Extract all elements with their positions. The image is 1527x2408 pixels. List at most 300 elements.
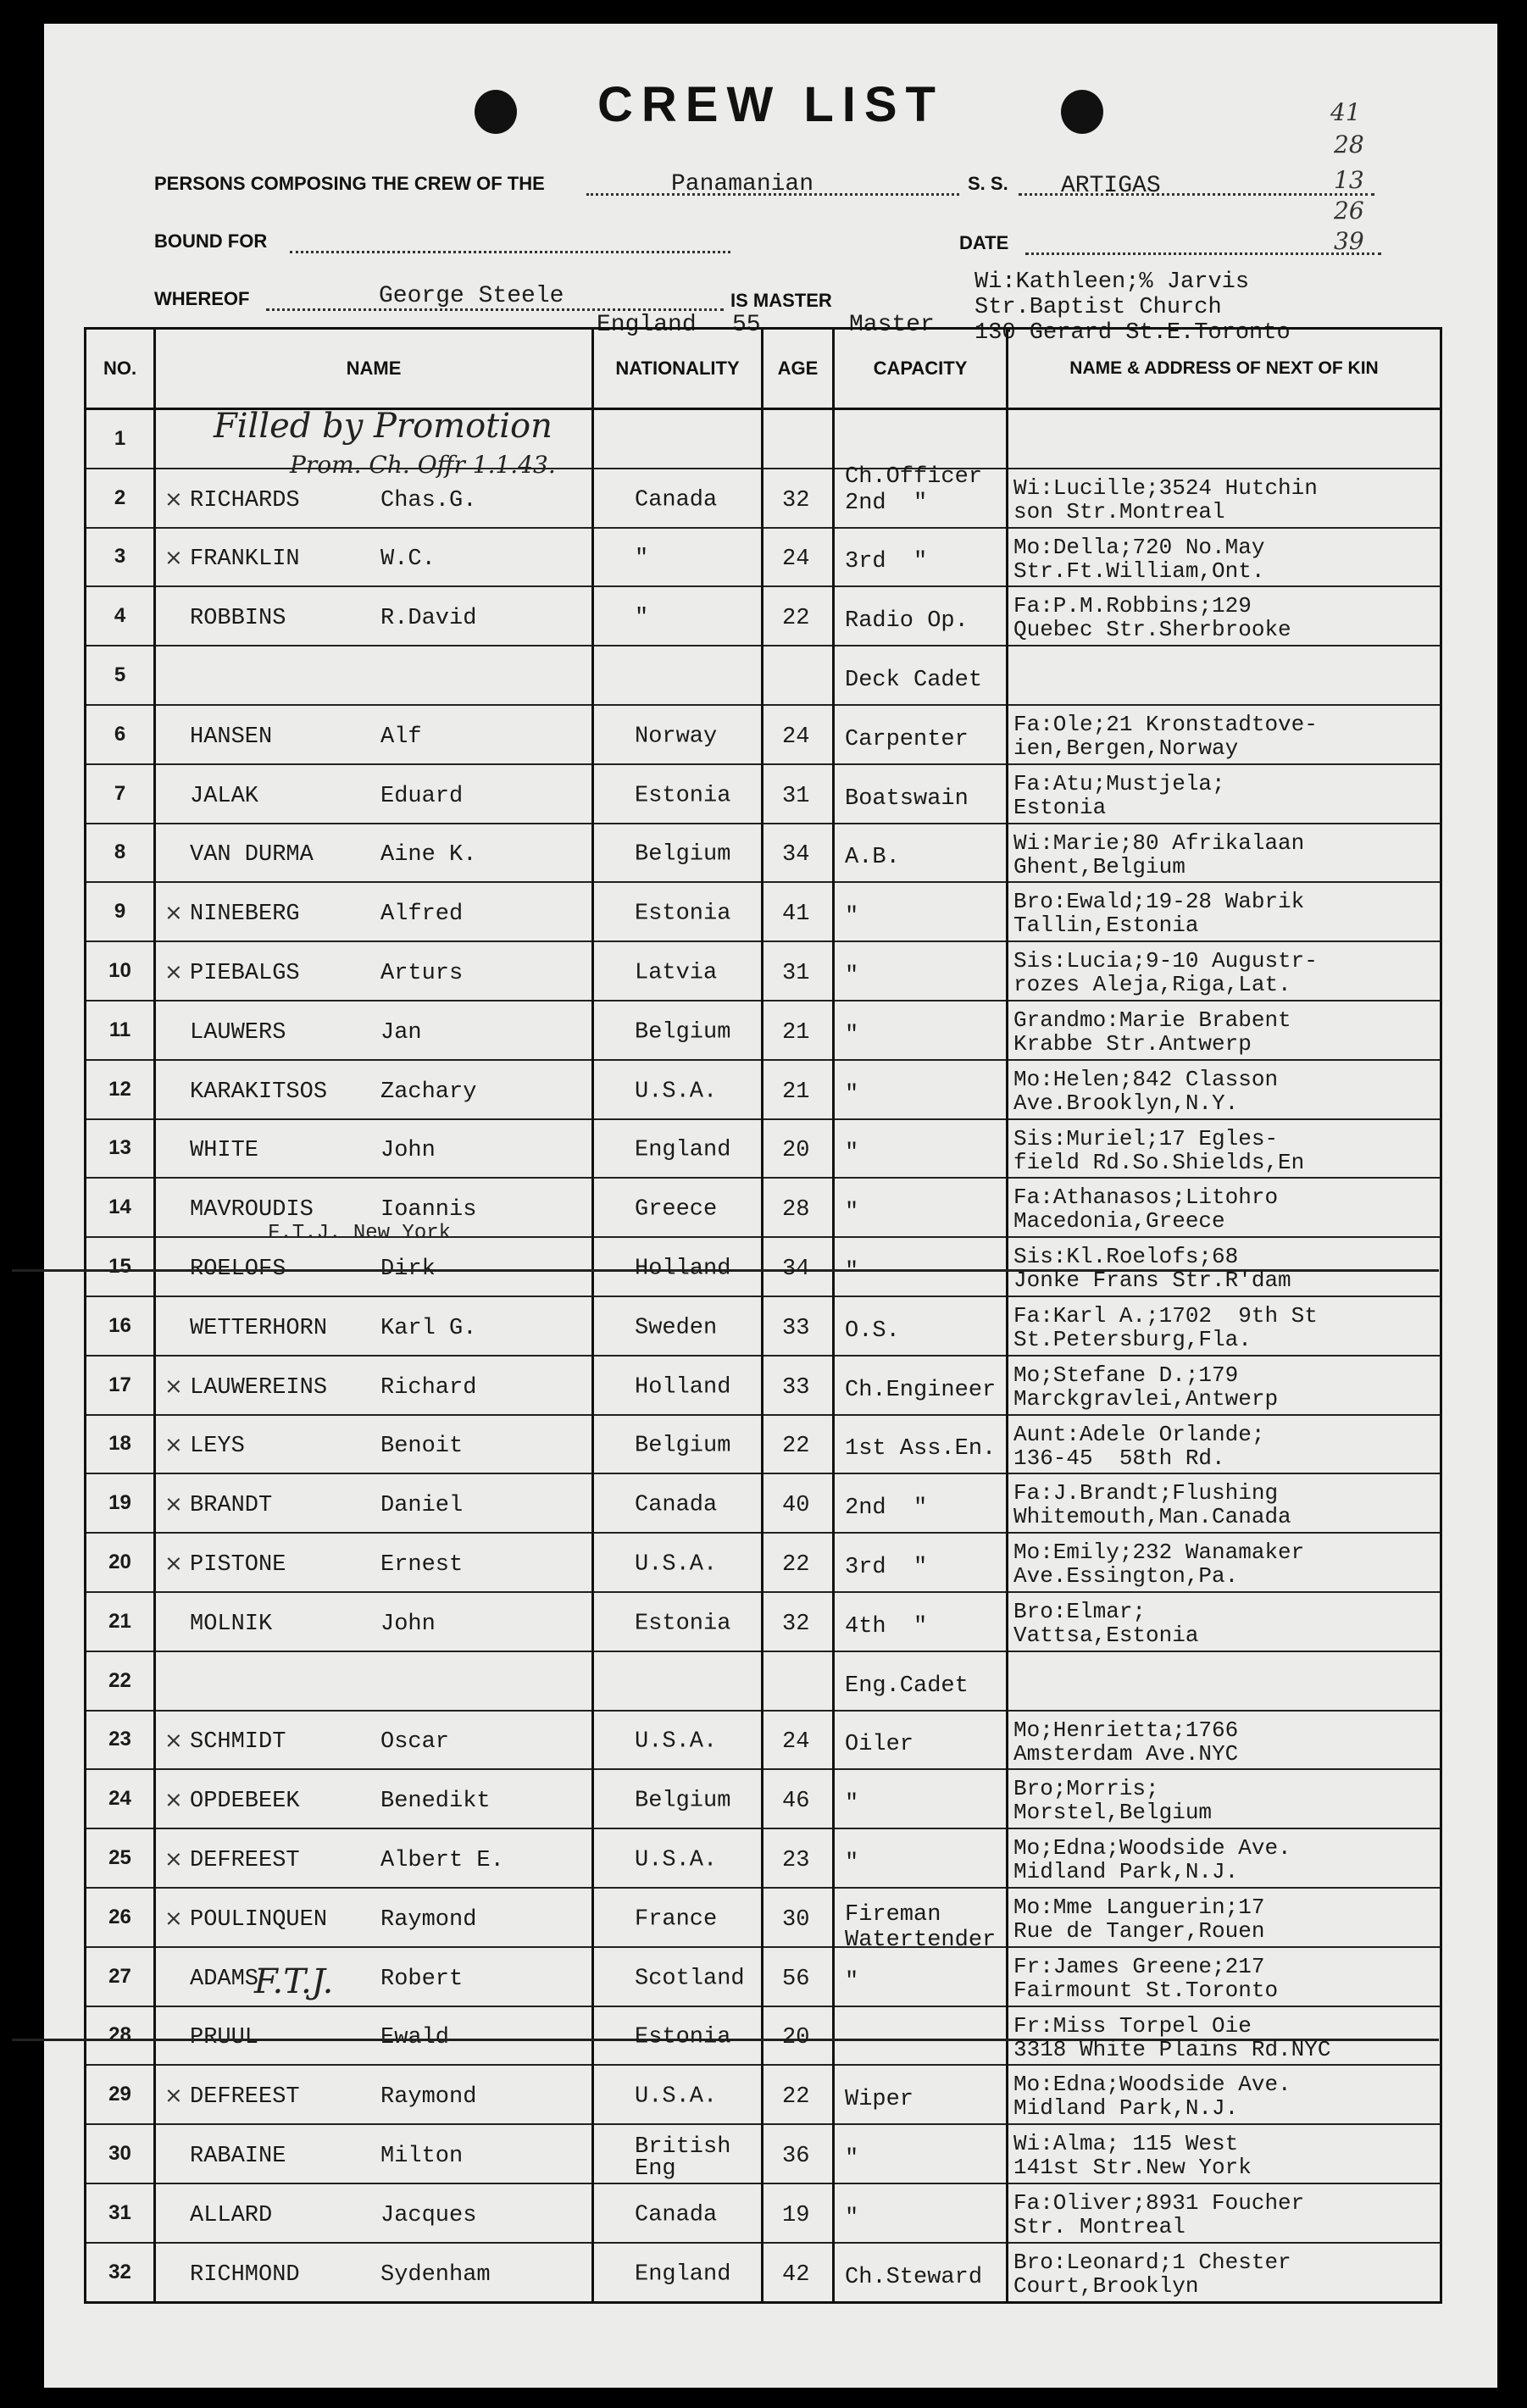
age-cell xyxy=(763,1711,834,1770)
row-number: 4 xyxy=(86,586,155,646)
row-number: 16 xyxy=(86,1296,155,1356)
crew-age: 40 xyxy=(782,1493,810,1519)
age-cell xyxy=(763,2243,834,2302)
crew-name-cell xyxy=(155,2065,593,2124)
crew-surname: POULINQUEN xyxy=(190,1906,328,1933)
crew-name-cell xyxy=(155,2006,593,2066)
crew-capacity: " xyxy=(845,963,859,990)
age-cell xyxy=(763,1473,834,1533)
crew-next-of-kin: Wi:Marie;80 Afrikalaan Ghent,Belgium xyxy=(1013,829,1305,879)
age-cell xyxy=(763,2065,834,2124)
nationality-cell xyxy=(593,409,763,469)
row-number: 28 xyxy=(86,2006,155,2066)
crew-name-cell xyxy=(155,1651,593,1711)
table-row xyxy=(86,2243,1441,2302)
check-mark: × xyxy=(164,545,183,571)
crew-age: 32 xyxy=(782,1611,810,1637)
crew-surname: OPDEBEEK xyxy=(190,1789,300,1815)
crew-age: 28 xyxy=(782,1197,810,1223)
crew-nationality: Estonia xyxy=(635,783,731,809)
nationality-cell xyxy=(593,1828,763,1888)
table-row xyxy=(86,1769,1441,1828)
crew-next-of-kin: Bro;Morris; Morstel,Belgium xyxy=(1013,1776,1213,1826)
crew-surname: ALLARD xyxy=(190,2202,273,2228)
master-next-of-kin: Wi:Kathleen;% Jarvis Str.Baptist Church 130 Gerard St.E.Toronto xyxy=(975,269,1291,346)
ship-nationality: Panamanian xyxy=(671,171,814,197)
crew-capacity: " xyxy=(845,1968,859,1995)
crew-next-of-kin: Bro:Elmar; Vattsa,Estonia xyxy=(1013,1598,1199,1648)
crew-nationality: Canada xyxy=(635,2202,718,2228)
crew-surname: RABAINE xyxy=(190,2144,286,2169)
margin-number: 39 xyxy=(1334,227,1364,255)
next-of-kin-cell xyxy=(1008,1001,1441,1060)
check-mark: × xyxy=(164,1373,183,1400)
crew-name-cell xyxy=(155,705,593,764)
age-cell xyxy=(763,824,834,883)
row-number: 17 xyxy=(86,1356,155,1415)
crew-capacity: Wiper xyxy=(845,2087,914,2113)
crew-nationality: Estonia xyxy=(635,1611,731,1637)
age-cell xyxy=(763,1296,834,1356)
crew-given-name: Oscar xyxy=(380,1729,450,1756)
row-number: 9 xyxy=(86,882,155,941)
age-cell xyxy=(763,646,834,705)
next-of-kin-cell xyxy=(1008,469,1441,528)
capacity-cell xyxy=(834,705,1008,764)
next-of-kin-cell xyxy=(1008,1592,1441,1651)
master-nationality: England xyxy=(597,312,697,338)
row-number: 18 xyxy=(86,1415,155,1474)
nationality-cell xyxy=(593,1533,763,1592)
crew-capacity: " xyxy=(845,1140,859,1167)
crew-next-of-kin: Mo:Emily;232 Wanamaker Ave.Essington,Pa. xyxy=(1013,1540,1305,1590)
crew-age: 32 xyxy=(782,487,810,513)
crew-surname: WHITE xyxy=(190,1138,259,1164)
crew-age: 20 xyxy=(782,1138,810,1164)
crew-capacity: A.B. xyxy=(845,845,900,871)
crew-capacity: Deck Cadet xyxy=(845,668,983,694)
nationality-cell xyxy=(593,1178,763,1237)
capacity-cell xyxy=(834,1001,1008,1060)
crew-capacity: Ch.Engineer xyxy=(845,1377,997,1403)
crew-given-name: Robert xyxy=(380,1966,464,1992)
crew-capacity: 4th " xyxy=(845,1613,928,1640)
row-number: 10 xyxy=(86,941,155,1001)
crew-nationality: Belgium xyxy=(635,842,731,868)
crew-nationality: U.S.A. xyxy=(635,1729,718,1756)
crew-next-of-kin: Mo:Della;720 No.May Str.Ft.William,Ont. xyxy=(1013,534,1265,584)
check-mark: × xyxy=(164,1846,183,1873)
table-row xyxy=(86,1592,1441,1651)
crew-nationality: Latvia xyxy=(635,960,718,986)
crew-name-cell xyxy=(155,882,593,941)
capacity-cell xyxy=(834,1888,1008,1953)
age-cell xyxy=(763,1828,834,1888)
next-of-kin-cell xyxy=(1008,1296,1441,1356)
next-of-kin-cell xyxy=(1008,1711,1441,1770)
age-cell xyxy=(763,1947,834,2006)
crew-next-of-kin: Mo:Mme Languerin;17 Rue de Tanger,Rouen xyxy=(1013,1894,1265,1944)
crew-name-cell xyxy=(155,2243,593,2302)
annotation-filled-by-promotion: Filled by Promotion xyxy=(214,407,552,446)
crew-given-name: Karl G. xyxy=(380,1315,477,1341)
crew-given-name: Sydenham xyxy=(380,2261,491,2288)
nationality-cell xyxy=(593,2006,763,2066)
crew-next-of-kin: Bro:Ewald;19-28 Wabrik Tallin,Estonia xyxy=(1013,889,1305,939)
crew-given-name: Aine K. xyxy=(380,842,477,868)
row-number: 14 xyxy=(86,1178,155,1237)
crew-name-cell xyxy=(155,2183,593,2243)
next-of-kin-cell xyxy=(1008,1651,1441,1711)
row-number: 20 xyxy=(86,1533,155,1592)
next-of-kin-cell xyxy=(1008,1828,1441,1888)
nationality-cell xyxy=(593,469,763,528)
crew-nationality: Belgium xyxy=(635,1434,731,1460)
crew-surname: ROBBINS xyxy=(190,606,286,632)
crew-name-cell xyxy=(155,1119,593,1179)
master-name: George Steele xyxy=(379,283,564,309)
crew-given-name: Alf xyxy=(380,724,422,750)
table-header-row xyxy=(86,329,1441,409)
crew-surname: JALAK xyxy=(190,783,259,809)
crew-list-sheet xyxy=(44,24,1497,2388)
crew-age: 22 xyxy=(782,1552,810,1579)
nationality-cell xyxy=(593,705,763,764)
nationality-cell xyxy=(593,1356,763,1415)
crew-next-of-kin: Fa:Karl A.;1702 9th St St.Petersburg,Fla. xyxy=(1013,1302,1318,1352)
age-cell xyxy=(763,1415,834,1474)
capacity-cell xyxy=(834,1473,1008,1533)
capacity-cell xyxy=(834,409,1008,469)
nationality-cell xyxy=(593,1888,763,1947)
bound-for-label: BOUND FOR xyxy=(154,230,268,252)
crew-name-cell xyxy=(155,824,593,883)
row-number: 22 xyxy=(86,1651,155,1711)
capacity-cell xyxy=(834,1769,1008,1828)
next-of-kin-cell xyxy=(1008,1533,1441,1592)
next-of-kin-cell xyxy=(1008,1888,1441,1947)
age-cell xyxy=(763,528,834,587)
crew-age: 22 xyxy=(782,2084,810,2111)
capacity-cell xyxy=(834,1947,1008,2006)
age-cell xyxy=(763,586,834,646)
crew-nationality: Estonia xyxy=(635,2025,731,2051)
crew-nationality: France xyxy=(635,1906,718,1933)
col-header-capacity: CAPACITY xyxy=(834,329,1008,409)
date-label: DATE xyxy=(959,232,1009,253)
crew-table xyxy=(84,327,1442,2304)
table-row xyxy=(86,1711,1441,1770)
crew-surname: PRUUL xyxy=(190,2025,259,2051)
nationality-cell xyxy=(593,764,763,824)
row-number: 3 xyxy=(86,528,155,587)
crew-next-of-kin: Fa:Oliver;8931 Foucher Str. Montreal xyxy=(1013,2189,1305,2239)
ship-name: ARTIGAS xyxy=(1061,173,1161,199)
crew-capacity: " xyxy=(845,1081,859,1107)
crew-age: 19 xyxy=(782,2202,810,2228)
crew-given-name: Daniel xyxy=(380,1493,464,1519)
crew-nationality: Belgium xyxy=(635,1019,731,1046)
next-of-kin-cell xyxy=(1008,1237,1441,1296)
nationality-cell xyxy=(593,941,763,1001)
crew-given-name: Ewald xyxy=(380,2025,450,2051)
crew-name-cell xyxy=(155,586,593,646)
nationality-cell xyxy=(593,1296,763,1356)
nationality-cell xyxy=(593,1651,763,1711)
table-row xyxy=(86,1356,1441,1415)
crew-nationality: Norway xyxy=(635,724,718,750)
crew-age: 41 xyxy=(782,902,810,928)
margin-number: 28 xyxy=(1334,130,1364,158)
nationality-cell xyxy=(593,646,763,705)
crew-nationality: Greece xyxy=(635,1196,718,1223)
next-of-kin-cell xyxy=(1008,1356,1441,1415)
capacity-cell xyxy=(834,882,1008,941)
crew-given-name: Richard xyxy=(380,1374,477,1401)
crew-capacity: " xyxy=(845,2146,859,2172)
age-cell xyxy=(763,1888,834,1947)
next-of-kin-cell xyxy=(1008,1947,1441,2006)
capacity-cell xyxy=(834,1415,1008,1474)
crew-surname: WETTERHORN xyxy=(190,1315,328,1341)
crew-nationality: U.S.A. xyxy=(635,1079,718,1105)
crew-capacity: O.S. xyxy=(845,1318,900,1344)
col-header-age: AGE xyxy=(763,329,834,409)
crew-age: 21 xyxy=(782,1079,810,1105)
crew-next-of-kin: Wi:Alma; 115 West 141st Str.New York xyxy=(1013,2131,1252,2181)
capacity-cell xyxy=(834,1060,1008,1119)
capacity-cell xyxy=(834,2065,1008,2124)
crew-given-name: Benoit xyxy=(380,1434,464,1460)
capacity-cell xyxy=(834,2243,1008,2302)
next-of-kin-cell xyxy=(1008,528,1441,587)
crew-surname: ADAMS xyxy=(190,1966,259,1992)
whereof-label: WHEREOF xyxy=(154,288,250,309)
crew-next-of-kin: Grandmo:Marie Brabent Krabbe Str.Antwerp xyxy=(1013,1007,1291,1057)
capacity-cell xyxy=(834,1119,1008,1179)
crew-next-of-kin: Sis:Muriel;17 Egles- field Rd.So.Shields,En xyxy=(1013,1125,1305,1175)
crew-age: 46 xyxy=(782,1789,810,1815)
nationality-cell xyxy=(593,1001,763,1060)
table-row xyxy=(86,2183,1441,2243)
crew-nationality: Scotland xyxy=(635,1966,745,1992)
age-cell xyxy=(763,2183,834,2243)
age-cell xyxy=(763,764,834,824)
crew-name-cell xyxy=(155,764,593,824)
crew-nationality: Belgium xyxy=(635,1788,731,1814)
crew-nationality: Holland xyxy=(635,1374,731,1401)
crew-age: 21 xyxy=(782,1019,810,1046)
age-cell xyxy=(763,2124,834,2183)
next-of-kin-cell xyxy=(1008,705,1441,764)
capacity-cell xyxy=(834,941,1008,1001)
crew-age: 24 xyxy=(782,1729,810,1756)
nationality-cell xyxy=(593,2124,763,2183)
age-cell xyxy=(763,1237,834,1296)
crew-given-name: John xyxy=(380,1611,436,1637)
capacity-cell xyxy=(834,646,1008,705)
check-mark: × xyxy=(164,1432,183,1458)
crew-nationality: U.S.A. xyxy=(635,1847,718,1873)
table-row xyxy=(86,1651,1441,1711)
crew-next-of-kin: Fa:P.M.Robbins;129 Quebec Str.Sherbrooke xyxy=(1013,593,1291,643)
crew-surname: LAUWERS xyxy=(190,1019,286,1046)
crew-age: 33 xyxy=(782,1374,810,1401)
capacity-cell xyxy=(834,1711,1008,1770)
nationality-cell xyxy=(593,1119,763,1179)
row-number: 13 xyxy=(86,1119,155,1179)
nationality-cell xyxy=(593,1415,763,1474)
crew-nationality: England xyxy=(635,2261,731,2288)
dotted-line xyxy=(290,251,730,253)
table-row xyxy=(86,1060,1441,1119)
dotted-line xyxy=(1025,252,1381,255)
capacity-cell xyxy=(834,824,1008,883)
row-number: 23 xyxy=(86,1711,155,1770)
crew-surname: DEFREEST xyxy=(190,1848,300,1874)
crew-surname: VAN DURMA xyxy=(190,842,314,868)
table-row xyxy=(86,705,1441,764)
crew-capacity-above: Ch.Officer xyxy=(845,463,983,490)
col-header-next-of-kin: NAME & ADDRESS OF NEXT OF KIN xyxy=(1008,329,1441,409)
crew-capacity: Oiler xyxy=(845,1732,914,1758)
crew-name-cell xyxy=(155,646,593,705)
nationality-cell xyxy=(593,824,763,883)
crew-given-name: Ioannis xyxy=(380,1197,477,1223)
crew-name-cell xyxy=(155,1237,593,1296)
crew-name-cell xyxy=(155,2124,593,2183)
crew-name-cell xyxy=(155,1356,593,1415)
crew-given-name: R.David xyxy=(380,606,477,632)
crew-name-cell xyxy=(155,1769,593,1828)
crew-given-name: Alfred xyxy=(380,902,464,928)
annotation-ftj-new-york: F.T.J. New York xyxy=(268,1222,452,1245)
check-mark: × xyxy=(164,1491,183,1517)
row-number: 2 xyxy=(86,469,155,528)
crew-nationality: U.S.A. xyxy=(635,1551,718,1578)
crew-surname: LEYS xyxy=(190,1434,245,1460)
age-cell xyxy=(763,882,834,941)
crew-capacity: Radio Op. xyxy=(845,608,969,635)
table-row xyxy=(86,1888,1441,1947)
next-of-kin-cell xyxy=(1008,1119,1441,1179)
table-row xyxy=(86,528,1441,587)
crew-given-name: John xyxy=(380,1138,436,1164)
nationality-cell xyxy=(593,1711,763,1770)
next-of-kin-cell xyxy=(1008,409,1441,469)
crew-capacity: Fireman Watertender xyxy=(845,1901,997,1953)
crew-surname: FRANKLIN xyxy=(190,547,300,573)
master-age: 55 xyxy=(732,312,761,338)
col-header-name: NAME xyxy=(155,329,593,409)
crew-capacity: " xyxy=(845,1850,859,1877)
row-number: 5 xyxy=(86,646,155,705)
table-row xyxy=(86,1533,1441,1592)
capacity-cell xyxy=(834,1356,1008,1415)
crew-capacity: 3rd " xyxy=(845,549,928,575)
age-cell xyxy=(763,1356,834,1415)
check-mark: × xyxy=(164,959,183,985)
crew-name-cell xyxy=(155,1592,593,1651)
capacity-cell xyxy=(834,1592,1008,1651)
crew-surname: PISTONE xyxy=(190,1552,286,1579)
crew-age: 36 xyxy=(782,2144,810,2169)
check-mark: × xyxy=(164,900,183,926)
crew-capacity: 2nd " xyxy=(845,1495,928,1522)
table-row xyxy=(86,941,1441,1001)
crew-name-cell xyxy=(155,1711,593,1770)
crew-given-name: Ernest xyxy=(380,1552,464,1579)
age-cell xyxy=(763,2006,834,2066)
crew-age: 24 xyxy=(782,547,810,573)
next-of-kin-cell xyxy=(1008,824,1441,883)
crew-surname: ROELOFS xyxy=(190,1257,286,1283)
crew-capacity: 1st Ass.En. xyxy=(845,1436,997,1462)
crew-age: 30 xyxy=(782,1906,810,1933)
age-cell xyxy=(763,409,834,469)
table-row xyxy=(86,1296,1441,1356)
is-master-label: IS MASTER xyxy=(730,290,832,311)
age-cell xyxy=(763,941,834,1001)
capacity-cell xyxy=(834,764,1008,824)
row-number: 6 xyxy=(86,705,155,764)
crew-next-of-kin: Bro:Leonard;1 Chester Court,Brooklyn xyxy=(1013,2249,1291,2299)
crew-given-name: Raymond xyxy=(380,1906,477,1933)
crew-next-of-kin: Mo;Henrietta;1766 Amsterdam Ave.NYC xyxy=(1013,1717,1239,1767)
check-mark: × xyxy=(164,1728,183,1754)
crew-given-name: Eduard xyxy=(380,783,464,809)
margin-number: 13 xyxy=(1334,166,1364,194)
age-cell xyxy=(763,1533,834,1592)
table-row xyxy=(86,1119,1441,1179)
crew-next-of-kin: Fa:Athanasos;Litohro Macedonia,Greece xyxy=(1013,1185,1279,1235)
next-of-kin-cell xyxy=(1008,941,1441,1001)
crew-surname: NINEBERG xyxy=(190,902,300,928)
crew-given-name: Raymond xyxy=(380,2084,477,2111)
table-row xyxy=(86,586,1441,646)
row-number: 27 xyxy=(86,1947,155,2006)
next-of-kin-cell xyxy=(1008,2183,1441,2243)
next-of-kin-cell xyxy=(1008,1060,1441,1119)
crew-capacity: " xyxy=(845,1259,859,1285)
capacity-cell xyxy=(834,1651,1008,1711)
nationality-cell xyxy=(593,2065,763,2124)
crew-nationality: Canada xyxy=(635,487,718,513)
crew-age: 56 xyxy=(782,1966,810,1992)
crew-surname: BRANDT xyxy=(190,1493,273,1519)
crew-name-cell xyxy=(155,528,593,587)
table-row xyxy=(86,824,1441,883)
crew-name-cell xyxy=(155,1888,593,1947)
age-cell xyxy=(763,1592,834,1651)
crew-nationality: England xyxy=(635,1138,731,1164)
next-of-kin-cell xyxy=(1008,2006,1441,2066)
col-header-nationality: NATIONALITY xyxy=(593,329,763,409)
row-number: 32 xyxy=(86,2243,155,2302)
crew-given-name: Milton xyxy=(380,2144,464,2169)
age-cell xyxy=(763,705,834,764)
next-of-kin-cell xyxy=(1008,764,1441,824)
crew-name-cell xyxy=(155,1415,593,1474)
crew-next-of-kin: Fa:J.Brandt;Flushing Whitemouth,Man.Canada xyxy=(1013,1480,1291,1530)
capacity-cell xyxy=(834,586,1008,646)
crew-next-of-kin: Wi:Lucille;3524 Hutchin son Str.Montreal xyxy=(1013,474,1318,524)
crew-next-of-kin: Mo;Edna;Woodside Ave. Midland Park,N.J. xyxy=(1013,1835,1291,1885)
crew-next-of-kin: Aunt:Adele Orlande; 136-45 58th Rd. xyxy=(1013,1421,1265,1471)
col-header-no: NO. xyxy=(86,329,155,409)
crew-nationality: " xyxy=(635,605,649,631)
crew-next-of-kin: Fa:Atu;Mustjela; Estonia xyxy=(1013,770,1225,820)
